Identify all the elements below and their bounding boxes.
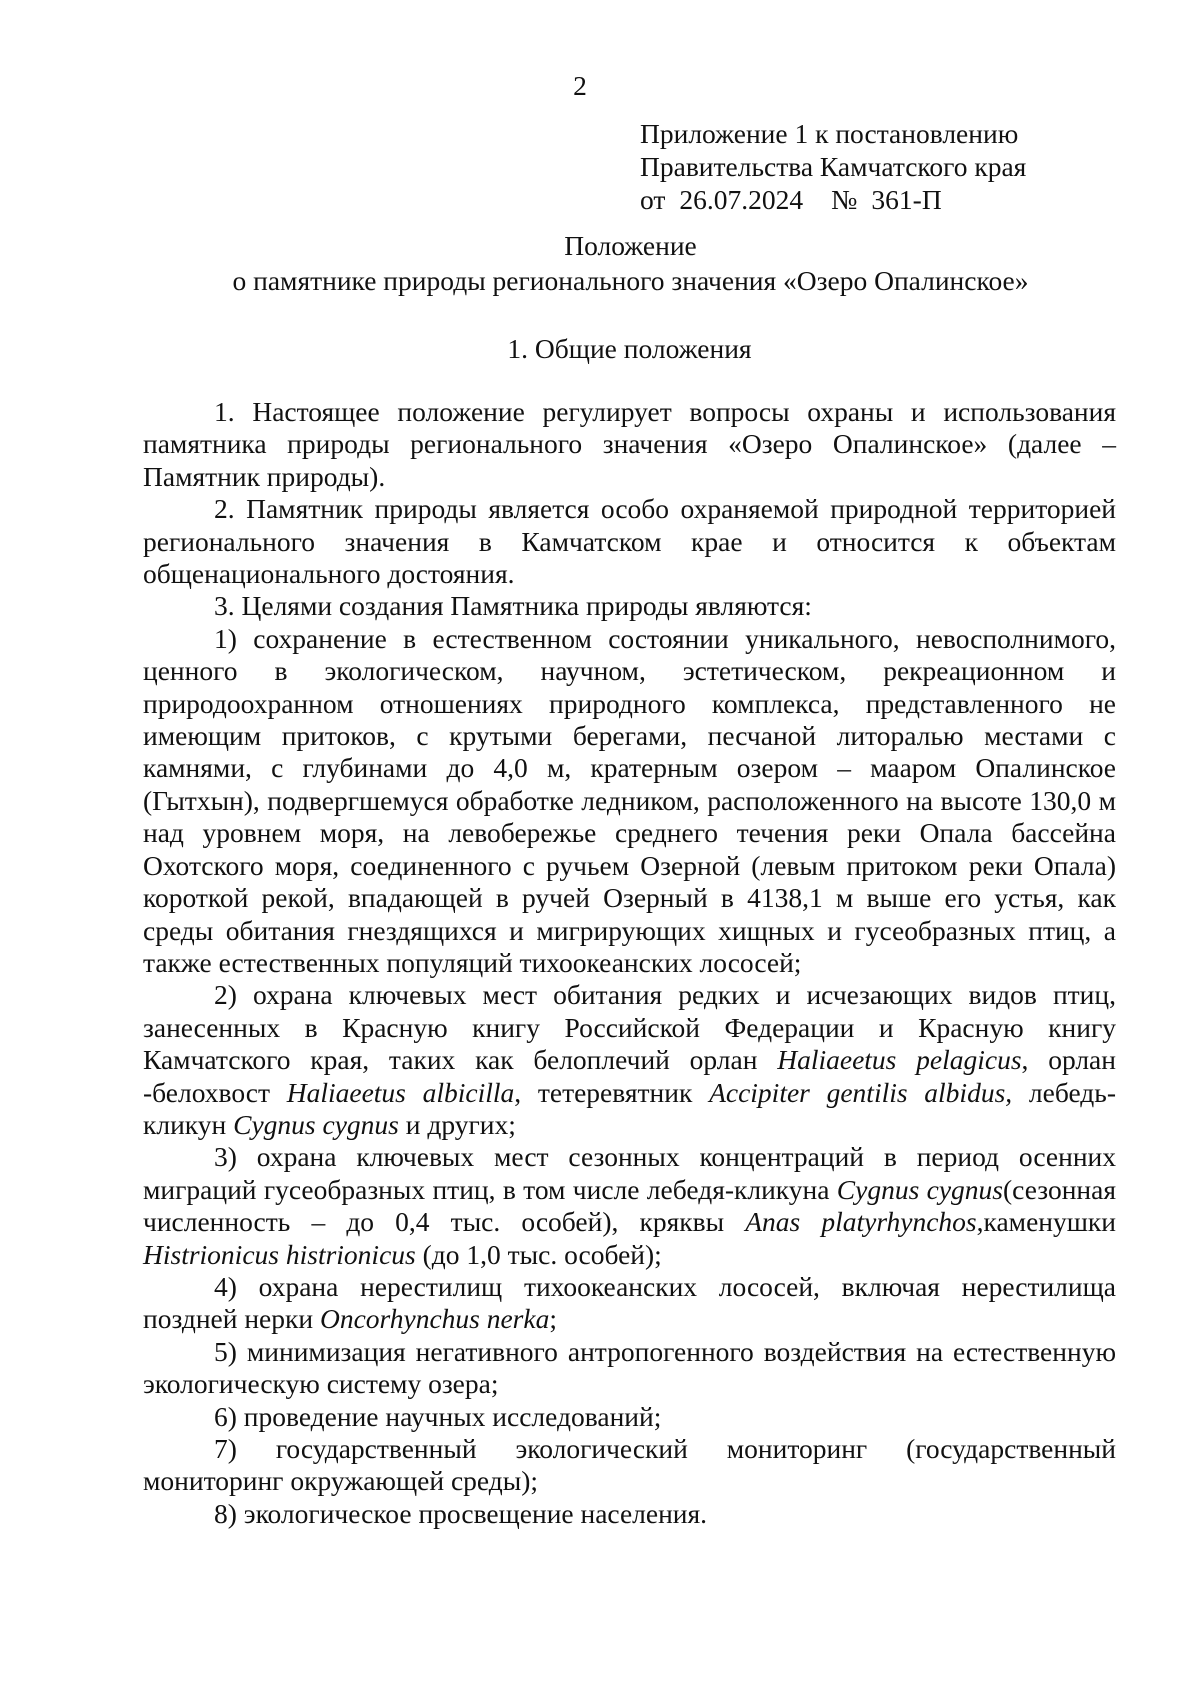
species-name: Cygnus cygnus xyxy=(233,1108,399,1140)
appendix-header xyxy=(640,117,1026,216)
text-run: (до 1,0 тыс. особей); xyxy=(415,1238,662,1270)
goal-item-1: 1) сохранение в естественном состоянии уникального, невосполнимого, ценного в экологическом, научном, эстетическом, рекреационном и природоохранном отношениях природного комплекса, представленного не имеющим притоков, с крутыми берегами, песчаной литоралью местами с камнями, с глубинами до 4,0 м, кратерным озером – мааром Опалинское (Гытхын), подвергшемуся обработке ледником, расположенного на высоте 130,0 м над уровнем моря, на левобережье среднего течения реки Опала бассейна Охотского моря, соединенного с ручьем Озерной (левым притоком реки Опала) короткой рекой, впадающей в ручей Озерный в 4138,1 м выше его устья, как среды обитания гнездящихся и мигрирующих хищных и гусеобразных птиц, а также естественных популяций тихоокеанских лососей; xyxy=(143,622,1116,978)
appendix-date: 26.07.2024 xyxy=(679,184,804,215)
text-run: и других; xyxy=(398,1108,516,1140)
text-run: 2) охрана ключевых мест обитания редких и исчезающих видов птиц, занесенных в Красную книгу Российской Федерации и Красную книгу Камчатского края, таких как белоплечий орлан xyxy=(143,979,1116,1076)
goal-item-2 xyxy=(143,979,1116,1141)
text-run: ,каменушки xyxy=(976,1206,1116,1238)
text-run: ; xyxy=(549,1303,557,1335)
species-name: Histrionicus histrionicus xyxy=(143,1238,416,1270)
title-line-1: Положение xyxy=(564,230,697,261)
species-name: Cygnus cygnus xyxy=(836,1173,1003,1205)
section-heading: 1. Общие положения xyxy=(507,333,752,364)
goal-item-7: 7) государственный экологический мониторинг (государственный мониторинг окружающей среды); xyxy=(143,1433,1116,1497)
text-run: лебедь-кликун xyxy=(143,1076,1116,1140)
title-line-2: о памятнике природы регионального значения «Озеро Опалинское» xyxy=(232,265,1029,296)
appendix-number-sign: № xyxy=(831,184,858,215)
text-run: 4) охрана нерестилищ тихоокеанских лососей, включая нерестилища поздней нерки xyxy=(143,1270,1116,1335)
goal-item-4 xyxy=(143,1271,1116,1336)
text-run: 3) охрана ключевых мест сезонных концентраций в период осенних миграций гусеобразных птиц, в том числе лебедя-кликуна xyxy=(143,1141,1116,1205)
appendix-number: 361-П xyxy=(871,184,942,215)
paragraph-1: 1. Настоящее положение регулирует вопросы охраны и использования памятника природы регионального значения «Озеро Опалинское» (далее – Памятник природы). xyxy=(143,396,1116,492)
paragraph-2: 2. Памятник природы является особо охраняемой природной территорией регионального значения в Камчатском крае и относится к объектам общенационального достояния. xyxy=(143,493,1116,590)
species-name: Accipiter gentilis albidus, xyxy=(709,1076,1013,1108)
appendix-line-1: Приложение 1 к постановлению xyxy=(640,118,1019,149)
species-name: Oncorhynchus nerka xyxy=(319,1303,550,1335)
goal-item-3 xyxy=(143,1141,1116,1271)
document-body xyxy=(143,396,1116,1530)
appendix-line-2: Правительства Камчатского края xyxy=(640,151,1027,182)
species-name: Haliaeetus pelagicus xyxy=(777,1044,1022,1076)
text-run: , тетеревятник xyxy=(514,1076,710,1108)
paragraph-3: 3. Целями создания Памятника природы являются: xyxy=(214,590,812,622)
appendix-from: от xyxy=(640,184,666,215)
species-name: Anas platyrhynchos xyxy=(745,1206,977,1238)
goal-item-6: 6) проведение научных исследований; xyxy=(214,1400,662,1432)
document-title xyxy=(0,228,1200,298)
text-run: , орлан -белохвост xyxy=(143,1044,1116,1108)
page-number: 2 xyxy=(573,70,587,101)
goal-item-5: 5) минимизация негативного антропогенного воздействия на естественную экологическую систему озера; xyxy=(143,1335,1116,1400)
species-name: Haliaeetus albicilla xyxy=(286,1076,515,1108)
appendix-line-3 xyxy=(640,183,1026,216)
text-run: (сезонная численность – до 0,4 тыс. особей), кряквы xyxy=(143,1173,1116,1238)
goal-item-8: 8) экологическое просвещение населения. xyxy=(214,1497,708,1529)
